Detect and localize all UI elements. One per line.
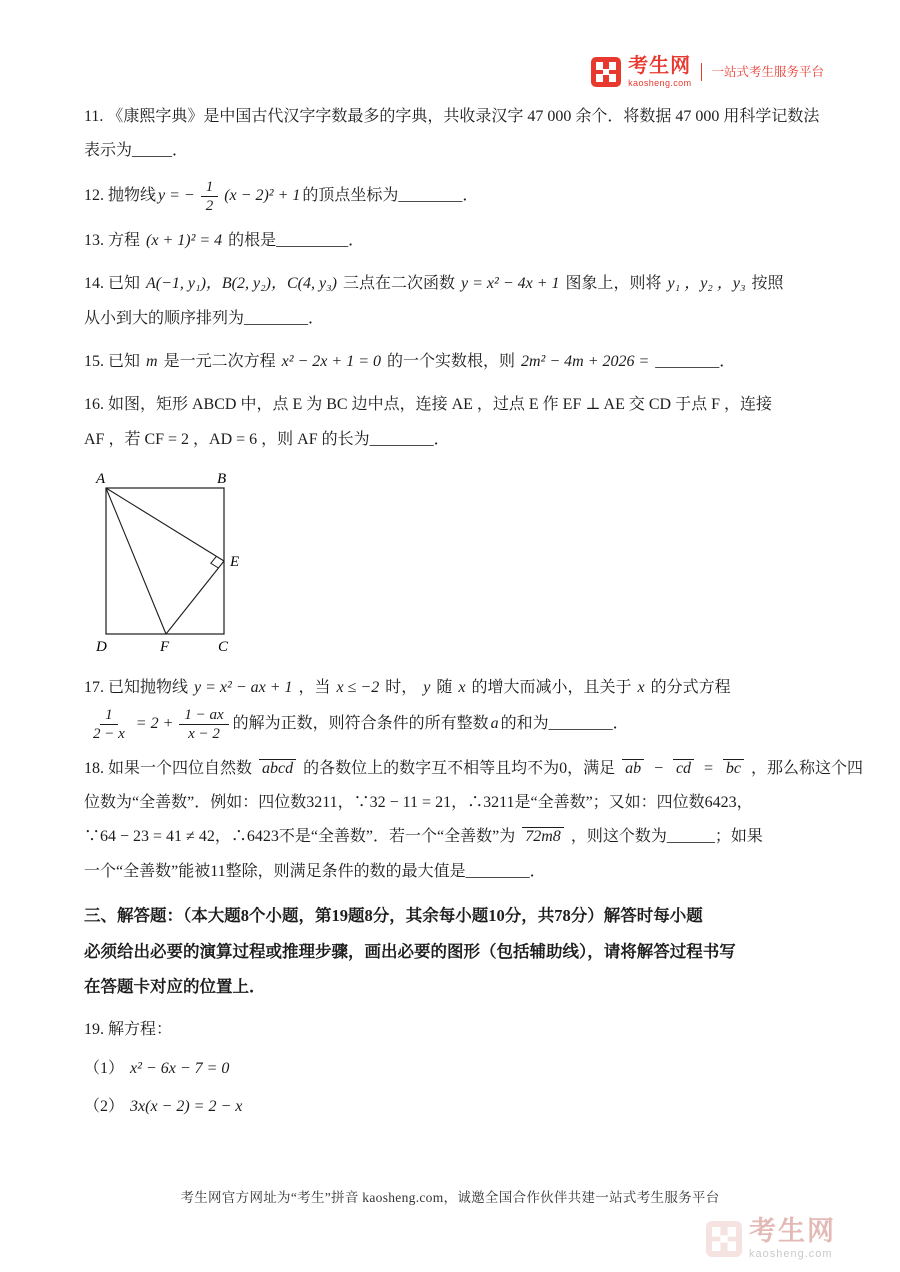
question-13-text: 13. 方程 [84,231,141,249]
overline-72m8: 72m8 [522,827,564,845]
overline-abcd: abcd [259,759,296,777]
question-18-line-1 [84,752,863,786]
question-17-parabola-math: y = x² − ax + 1 [194,679,293,697]
overline-cd: cd [673,759,694,777]
vertex-label-d: D [96,639,107,656]
question-18-text-3: ，那么称这个四 [750,759,863,777]
question-14-function-math: y = x² − 4x + 1 [461,275,560,293]
fraction-right [179,706,228,743]
question-12-line-1 [84,178,822,215]
kaosheng-logo-icon [591,57,621,87]
question-18-line-2: 位数为“全善数”．例如：四位数3211，∵32 − 11 = 21，∴3211是“全善数”；又如：四位数6423， [84,793,753,811]
kaosheng-watermark [706,1218,836,1260]
question-15-var-math: m [146,352,158,370]
question-18 [84,752,863,890]
question-17-x-math: x [458,679,466,697]
site-header [591,56,824,88]
watermark-text-block [749,1218,836,1260]
overline-bc: bc [723,759,744,777]
question-15-expression-math: 2m² − 4m + 2026 = [521,352,650,370]
fraction-denominator: 2 [205,197,214,214]
question-17-text-5: 的增大而减小，且关于 [471,679,632,697]
question-14-points-math: A(−1, y₁)，B(2, y₂)，C(4, y₃) [146,275,337,293]
vertex-label-f: F [160,639,170,656]
question-18-line-3 [84,820,822,854]
fraction-right-numerator: 1 − ax [179,706,228,725]
question-17-text-2: ，当 [298,679,331,697]
vertex-label-b: B [217,471,227,488]
question-18-equals: = [703,759,714,777]
watermark-name: 考生网 [749,1216,836,1246]
question-13 [84,224,822,258]
question-18-text-4: ∵64 − 23 = 41 ≠ 42，∴6423不是“全善数”．若一个“全善数”为 [84,828,516,846]
question-19-item-2 [84,1090,822,1124]
question-15 [84,345,822,379]
question-16-line-2: AF ，若 CF = 2 ，AD = 6 ，则 AF 的长为________． [84,430,450,448]
question-15-line-1 [84,345,822,379]
watermark-domain: kaosheng.com [749,1248,833,1260]
question-14 [84,267,822,336]
logo-text-block [628,56,691,88]
fraction-one-half [201,178,219,215]
question-11-line-2: 表示为_____． [84,142,189,160]
question-16-figure [84,466,822,663]
question-19-title: 19. 解方程： [84,1021,173,1039]
question-18-text-5: ，则这个数为______；如果 [570,828,763,846]
question-17-text: 17. 已知抛物线 [84,679,189,697]
fraction-left [88,706,130,743]
question-11-line-1: 11. 《康熙字典》是中国古代汉字字数最多的字典，共收录汉字 47 000 余个．将数据 47 000 用科学记数法 [84,108,820,125]
question-14-line-1 [84,267,822,301]
question-15-equation-math: x² − 2x + 1 = 0 [281,352,381,370]
question-17-text-4: 随 [436,679,453,697]
question-18-minus: − [653,759,664,777]
logo-name: 考生网 [628,55,692,77]
fraction-left-denominator: 2 − x [93,725,125,742]
vertex-label-e: E [230,554,240,571]
question-17-text-7: 的解为正数，则符合条件的所有整数 [232,714,489,732]
question-16 [84,388,822,457]
rectangle-abcd-diagram [84,466,319,658]
question-15-blank: ________． [655,352,736,370]
section-3-heading [84,898,822,1004]
question-13-line-1 [84,224,822,258]
question-12-math: y = − [158,187,195,205]
question-17-text-3: 时， [385,679,418,697]
question-19-item-1-math: x² − 6x − 7 = 0 [130,1059,230,1077]
question-14-y-list-math: y₁ ，y₂ ，y₃ [667,275,746,293]
logo-tagline: 一站式考生服务平台 [701,63,824,82]
question-19 [84,1013,822,1124]
question-14-text-3: 图象上，则将 [565,275,662,293]
vertex-label-c: C [218,639,229,656]
question-17-y-math: y [423,679,431,697]
question-17-condition-math: x ≤ −2 [336,679,380,697]
question-19-item-1-label: （1） [84,1059,125,1077]
question-11 [84,100,822,169]
question-18-line-4: 一个“全善数”能被11整除，则满足条件的数的最大值是________． [84,862,546,880]
section-3-line-3: 在答题卡对应的位置上． [84,977,266,997]
question-15-text-3: 的一个实数根，则 [386,352,515,370]
question-17-line-1 [84,671,822,705]
question-14-line-2: 从小到大的顺序排列为________． [84,309,325,327]
question-18-text: 18. 如果一个四位自然数 [84,759,253,777]
section-3-line-2: 必须给出必要的演算过程或推理步骤，画出必要的图形（包括辅助线），请将解答过程书写 [84,941,736,961]
question-14-text: 14. 已知 [84,275,141,293]
question-17-a-math: a [490,714,499,732]
fraction-left-numerator: 1 [100,706,118,725]
question-17-text-8: 的和为________． [500,714,629,732]
question-17-text-6: 的分式方程 [650,679,731,697]
page-footer: 考生网官方网址为“考生”拼音 kaosheng.com，诚邀全国合作伙伴共建一站式考生服务平台 [180,1190,720,1205]
fraction-numerator: 1 [201,178,219,197]
question-15-text: 15. 已知 [84,352,141,370]
question-12 [84,178,822,215]
question-12-text-2: 的顶点坐标为________． [302,187,479,205]
question-13-text-2: 的根是_________． [228,231,365,249]
question-16-line-1: 16. 如图，矩形 ABCD 中，点 E 为 BC 边中点，连接 AE ，过点 E 作 EF ⊥ AE 交 CD 于点 F ，连接 [84,396,772,414]
section-3-line-1: 三、解答题：（本大题8个小题，第19题8分，其余每小题10分，共78分）解答时每小题 [84,906,703,926]
vertex-label-a: A [96,471,106,488]
question-19-item-2-label: （2） [84,1098,125,1116]
logo-domain: kaosheng.com [628,78,692,88]
question-13-math: (x + 1)² = 4 [146,231,223,249]
kaosheng-watermark-icon [706,1221,742,1257]
question-18-text-2: 的各数位上的数字互不相等且均不为0，满足 [303,759,616,777]
question-14-text-4: 按照 [751,275,784,293]
question-17 [84,671,822,742]
fraction-right-denominator: x − 2 [188,725,220,742]
question-15-text-2: 是一元二次方程 [163,352,276,370]
right-angle-mark [211,556,219,568]
question-17-equals-math: = 2 + [135,714,174,732]
overline-ab: ab [622,759,644,777]
question-17-x2-math: x [637,679,645,697]
question-19-item-1 [84,1052,822,1086]
question-19-item-2-math: 3x(x − 2) = 2 − x [130,1098,243,1116]
question-14-text-2: 三点在二次函数 [343,275,456,293]
question-17-line-2 [84,706,822,743]
question-12-text: 12. 抛物线 [84,187,157,205]
question-12-math-2: (x − 2)² + 1 [224,187,301,205]
